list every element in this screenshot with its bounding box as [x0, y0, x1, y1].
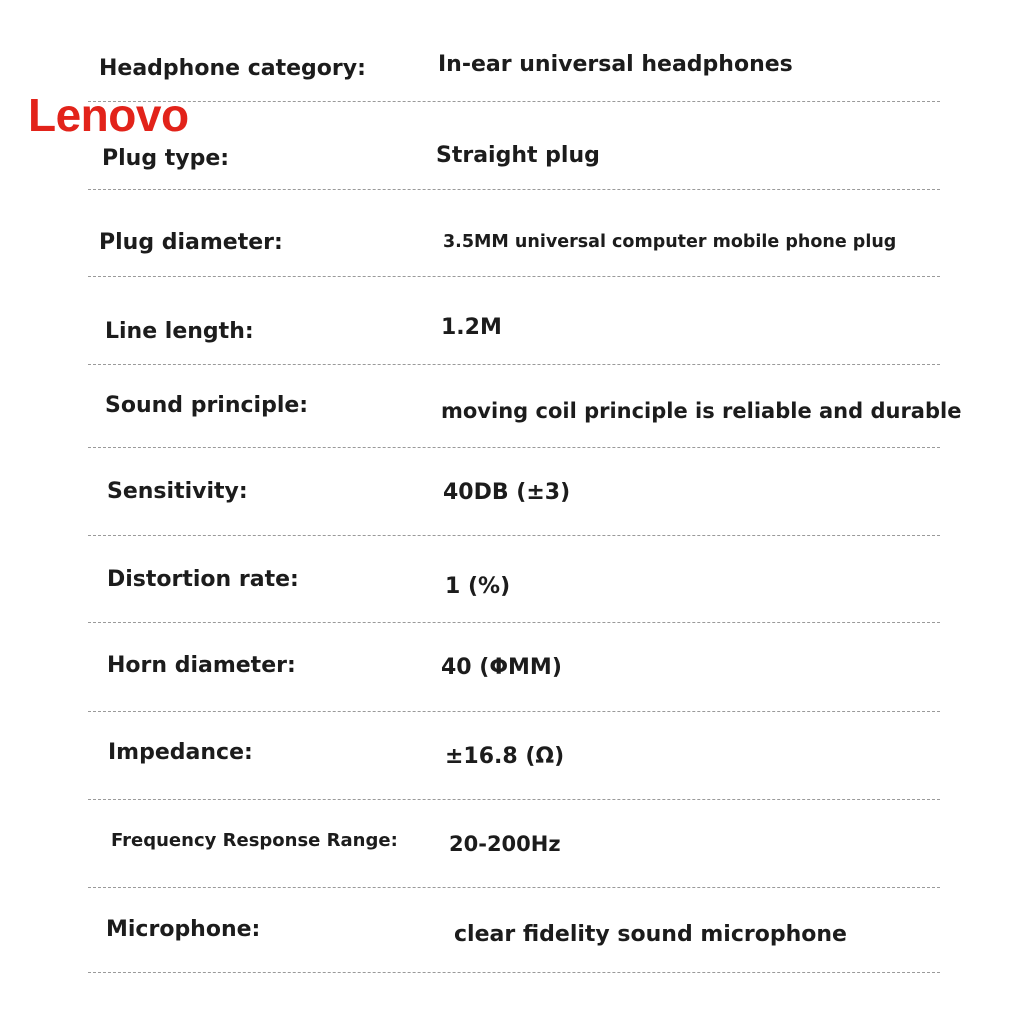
spec-value: 20-200Hz: [449, 832, 561, 856]
spec-label: Microphone:: [106, 917, 261, 942]
spec-label: Plug type:: [102, 146, 230, 171]
spec-value: clear fidelity sound microphone: [454, 922, 847, 947]
spec-value: 1.2M: [441, 315, 502, 340]
spec-label: Distortion rate:: [107, 567, 299, 592]
dashed-divider: [88, 799, 940, 800]
spec-label: Headphone category:: [99, 56, 366, 81]
dashed-divider: [88, 887, 940, 888]
spec-label: Horn diameter:: [107, 653, 296, 678]
spec-value: Straight plug: [436, 143, 600, 168]
spec-label: Sound principle:: [105, 393, 309, 418]
spec-label: Sensitivity:: [107, 479, 248, 504]
spec-label: Impedance:: [108, 740, 253, 765]
spec-label: Line length:: [105, 319, 254, 344]
spec-value: moving coil principle is reliable and durable: [441, 399, 962, 423]
spec-value: 3.5MM universal computer mobile phone plug: [443, 232, 897, 252]
dashed-divider: [88, 622, 940, 623]
spec-value: 1 (%): [445, 574, 511, 599]
dashed-divider: [88, 447, 940, 448]
dashed-divider: [88, 972, 940, 973]
spec-value: 40 (ΦMM): [441, 655, 562, 680]
lenovo-logo: Lenovo: [28, 89, 189, 141]
dashed-divider: [88, 276, 940, 277]
dashed-divider: [88, 364, 940, 365]
spec-value: In-ear universal headphones: [438, 52, 793, 77]
spec-label: Plug diameter:: [99, 230, 283, 255]
dashed-divider: [88, 189, 940, 190]
spec-value: 40DB (±3): [443, 480, 571, 505]
dashed-divider: [88, 711, 940, 712]
spec-label: Frequency Response Range:: [111, 830, 398, 851]
dashed-divider: [88, 101, 940, 102]
dashed-divider: [88, 535, 940, 536]
spec-value: ±16.8 (Ω): [445, 744, 565, 769]
